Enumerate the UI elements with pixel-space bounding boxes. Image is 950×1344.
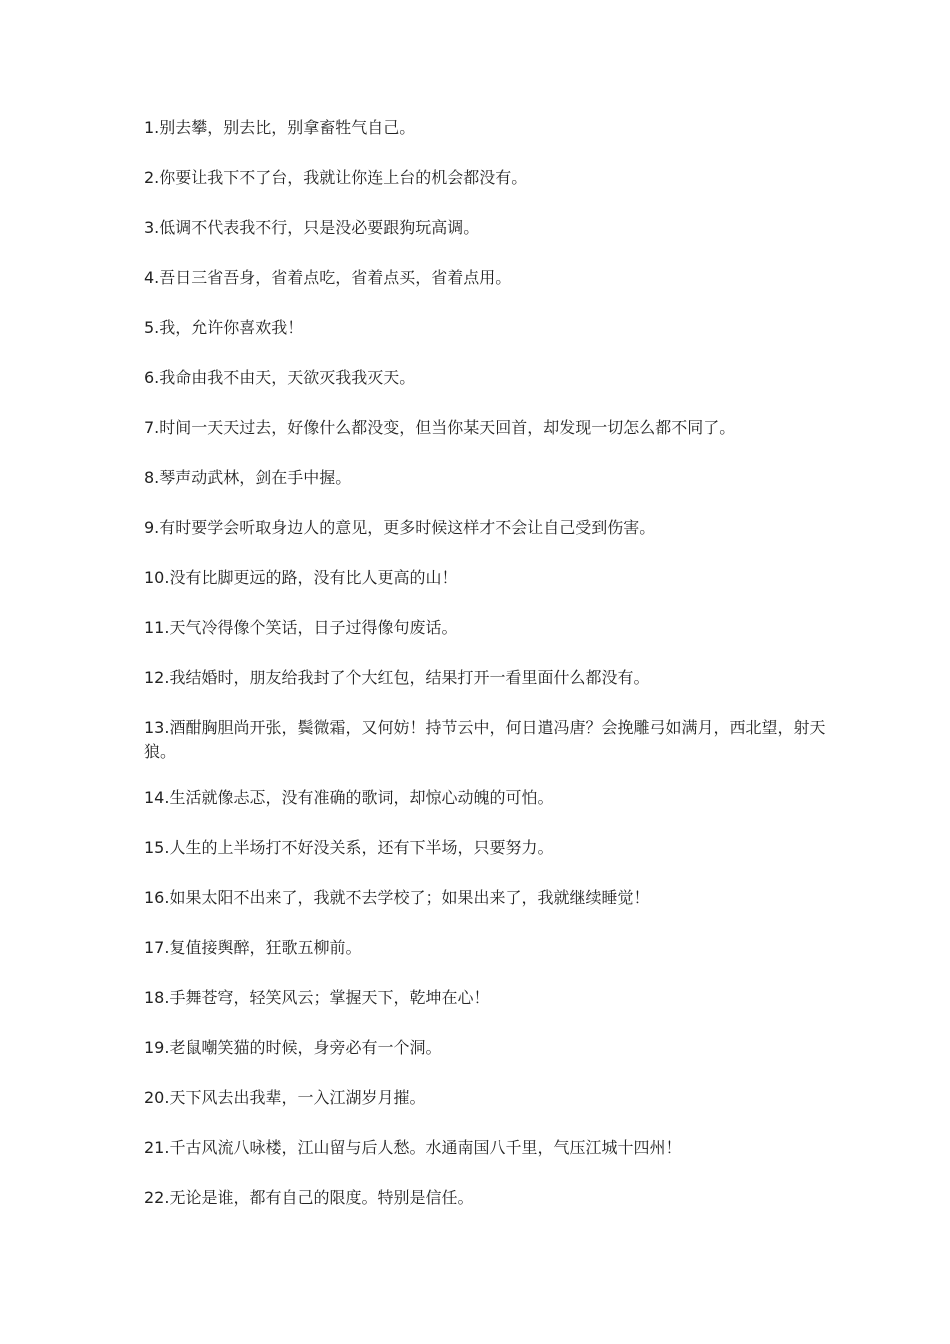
- quote-line-11: 11.天气冷得像个笑话，日子过得像句废话。: [144, 618, 458, 637]
- quote-line-2: 2.你要让我下不了台，我就让你连上台的机会都没有。: [144, 168, 528, 187]
- quote-line-14: 14.生活就像忐忑，没有准确的歌词，却惊心动魄的可怕。: [144, 788, 554, 807]
- quote-line-22: 22.无论是谁，都有自己的限度。特别是信任。: [144, 1188, 474, 1207]
- quote-line-16: 16.如果太阳不出来了，我就不去学校了；如果出来了，我就继续睡觉！: [144, 888, 650, 907]
- quote-line-20: 20.天下风去出我辈，一入江湖岁月摧。: [144, 1088, 426, 1107]
- quote-line-19: 19.老鼠嘲笑猫的时候，身旁必有一个洞。: [144, 1038, 442, 1057]
- quote-line-7: 7.时间一天天过去，好像什么都没变，但当你某天回首，却发现一切怎么都不同了。: [144, 418, 736, 437]
- quote-line-12: 12.我结婚时，朋友给我封了个大红包，结果打开一看里面什么都没有。: [144, 668, 650, 687]
- quote-line-3: 3.低调不代表我不行，只是没必要跟狗玩高调。: [144, 218, 480, 237]
- quote-line-13: 13.酒酣胸胆尚开张，鬓微霜，又何妨！持节云中，何日遣冯唐？会挽雕弓如满月，西北望，射天狼。: [144, 718, 826, 761]
- quote-line-9: 9.有时要学会听取身边人的意见，更多时候这样才不会让自己受到伤害。: [144, 518, 656, 537]
- quote-line-5: 5.我，允许你喜欢我！: [144, 318, 304, 337]
- quote-line-10: 10.没有比脚更远的路，没有比人更高的山！: [144, 568, 458, 587]
- quote-line-1: 1.别去攀，别去比，别拿畜牲气自己。: [144, 118, 416, 137]
- quote-list: [144, 116, 834, 1236]
- quote-line-6: 6.我命由我不由天，天欲灭我我灭天。: [144, 368, 416, 387]
- quote-line-4: 4.吾日三省吾身，省着点吃，省着点买，省着点用。: [144, 268, 512, 287]
- quote-line-21: 21.千古风流八咏楼，江山留与后人愁。水通南国八千里，气压江城十四州！: [144, 1138, 682, 1157]
- quote-line-15: 15.人生的上半场打不好没关系，还有下半场，只要努力。: [144, 838, 554, 857]
- quote-line-8: 8.琴声动武林，剑在手中握。: [144, 468, 352, 487]
- quote-line-18: 18.手舞苍穹，轻笑风云；掌握天下，乾坤在心！: [144, 988, 490, 1007]
- quote-line-17: 17.复值接舆醉，狂歌五柳前。: [144, 938, 362, 957]
